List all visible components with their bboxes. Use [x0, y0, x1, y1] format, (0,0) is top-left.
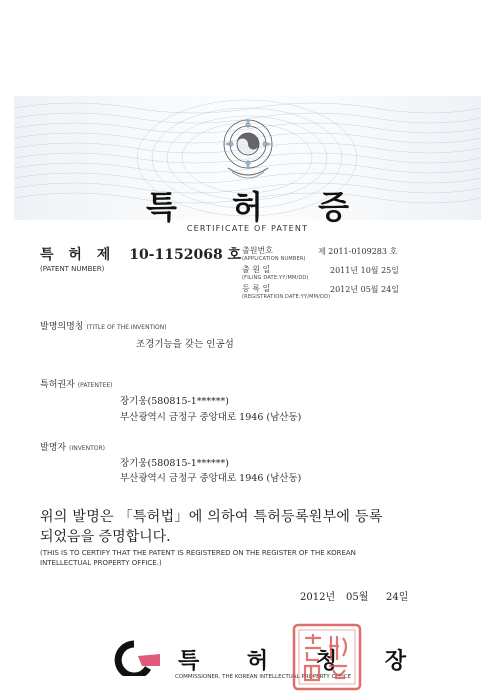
inventor-label-en: (INVENTOR) [69, 445, 105, 452]
inventor-address: 부산광역시 금정구 중앙대로 1946 (남산동) [120, 473, 302, 484]
invention-title-value: 조경기능을 갖는 인공섬 [136, 339, 234, 350]
certificate-subtitle: CERTIFICATE OF PATENT [186, 224, 309, 233]
inventor-heading [40, 440, 105, 453]
issue-year: 2012년 [300, 592, 336, 603]
certification-line-2: 되었음을 증명합니다. [40, 529, 171, 545]
government-emblem-icon [198, 104, 298, 188]
registration-date-value: 2012년 05월 24일 [330, 285, 399, 294]
certification-en-line-2: INTELLECTUAL PROPERTY OFFICE.) [40, 559, 162, 567]
application-number-value: 제 2011-0109283 호 [318, 247, 398, 256]
application-number-block [242, 245, 306, 262]
filing-label: 출 원 일 [242, 265, 271, 274]
invention-title-heading [40, 319, 167, 332]
kipo-logo-icon [108, 640, 160, 676]
registration-label: 등 록 일 [242, 284, 271, 293]
patentee-address: 부산광역시 금정구 중앙대로 1946 (남산동) [120, 412, 302, 423]
patentee-name: 장기웅(580815-1******) [120, 396, 229, 407]
official-seal-icon [291, 622, 363, 692]
patentee-label-en: (PATENTEE) [77, 382, 113, 389]
registration-label-en: (REGISTRATION DATE:YY/MM/DD) [242, 294, 331, 300]
issue-day: 24일 [386, 592, 409, 603]
inventor-label: 발명자 [40, 443, 67, 453]
certificate-title: 특 허 증 [145, 188, 372, 226]
registration-date-block [242, 283, 330, 300]
application-label: 출원번호 [242, 246, 273, 255]
certification-en-line-1: (THIS IS TO CERTIFY THAT THE PATENT IS REGISTERED ON THE REGISTER OF THE KOREAN [40, 549, 356, 557]
inventor-name: 장기웅(580815-1******) [120, 458, 229, 469]
invention-label-en: (TITLE OF THE INVENTION) [86, 324, 167, 331]
filing-date-block [242, 264, 309, 281]
issuer-title-en: COMMISSIONER, THE KOREAN INTELLECTUAL PROPERTY OFFICE [175, 674, 352, 680]
patentee-heading [40, 377, 113, 390]
issuer-title: 특 허 청 장 [178, 649, 426, 674]
patent-number-label-en: (PATENT NUMBER) [40, 265, 105, 273]
patent-number-label [40, 244, 241, 264]
application-label-en: (APPLICATION NUMBER) [242, 256, 306, 262]
issue-month: 05월 [346, 592, 369, 603]
filing-date-value: 2011년 10월 25일 [330, 266, 399, 275]
filing-label-en: (FILING DATE:YY/MM/DD) [242, 275, 309, 281]
certification-line-1: 위의 발명은 「특허법」에 의하여 특허등록원부에 등록 [40, 509, 383, 525]
patent-number: 10-1152068 호 [129, 247, 242, 263]
patent-label: 특 허 제 [40, 247, 116, 263]
patentee-label: 특허권자 [40, 380, 75, 390]
invention-label: 발명의명칭 [40, 322, 84, 332]
